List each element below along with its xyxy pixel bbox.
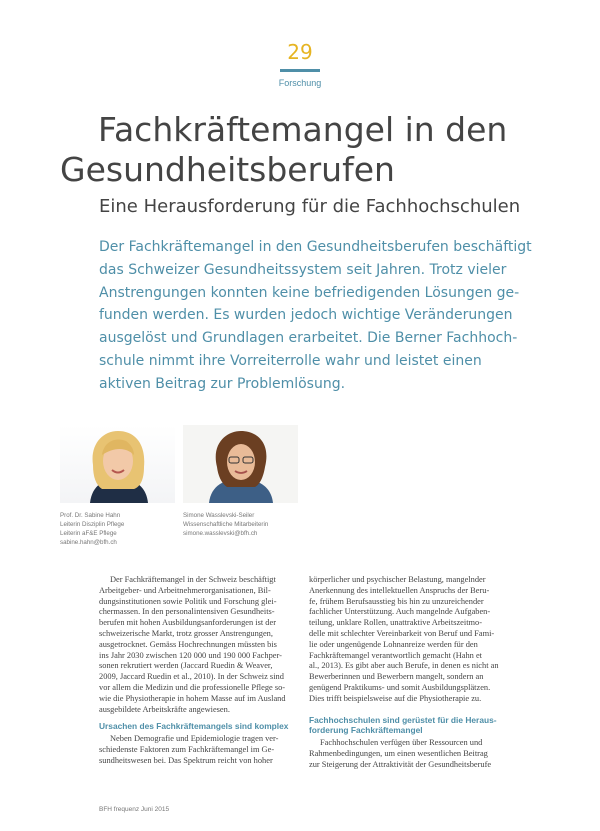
- body-line: genügend Praktikums- und somit Ausbildungsplätzen.: [309, 682, 491, 692]
- page-footer: BFH frequenz Juni 2015: [99, 806, 170, 813]
- lead-line: das Schweizer Gesundheitssystem seit Jahren. Trotz vieler: [99, 261, 507, 278]
- body-line: zur Steigerung der Attraktivität der Gesundheitsberufe: [309, 759, 492, 769]
- author-photo-wasslevski: [183, 425, 298, 503]
- body-line: schiedenste Faktoren zum Fachkräftemangel im Ge-: [99, 744, 275, 754]
- body-line: körperlicher und psychischer Belastung, mangelnder: [309, 575, 486, 584]
- author-caption-hahn: [60, 511, 124, 547]
- body-line: chermassen. In den personalintensiven Gesundheits-: [99, 607, 275, 617]
- section-heading-fachhochschulen: [309, 715, 508, 737]
- body-line: vor allem die Medizin und die professionelle Pflege so-: [99, 682, 286, 692]
- body-line: dungsinstitutionen sowie Politik und Forschung glei-: [99, 596, 277, 606]
- body-line: fe, frühem Berufsausstieg bis hin zu unzureichender: [309, 596, 484, 606]
- title-line-2: Gesundheitsberufen: [60, 150, 395, 189]
- body-column-2: [309, 575, 508, 771]
- body-line: Rahmenbedingungen, um einen wesentlichen Beitrag: [309, 748, 488, 758]
- lead-line: funden werden. Es wurden jedoch wichtige Veränderungen: [99, 307, 513, 324]
- body-line: Fachhochschulen verfügen über Ressourcen und: [320, 738, 483, 748]
- title-line-1: Fachkräftemangel in den: [98, 110, 508, 149]
- body-line: teilung, unklare Rollen, unattraktive Arbeitszeitmo-: [309, 618, 483, 628]
- body-line: ausgebildete Arbeitskräfte angewiesen.: [99, 704, 230, 714]
- body-line: delle mit schlechter Vereinbarkeit von Beruf und Fami-: [309, 628, 495, 638]
- lead-line: aktiven Beitrag zur Problemlösung.: [99, 375, 346, 392]
- body-line: Der Fachkräftemangel in der Schweiz beschäftigt: [110, 575, 276, 584]
- body-line: Dies trifft beispielsweise auf die Physiotherapie zu.: [309, 693, 482, 703]
- heading-line: Fachhochschulen sind gerüstet für die Heraus-: [309, 714, 497, 725]
- body-line: sundheitswesen bei. Das Spektrum reicht von hoher: [99, 755, 273, 765]
- body-line: fachlicher Unterstützung. Auch mangelnde Aufgaben-: [309, 607, 491, 617]
- heading-line: forderung Fachkräftemangel: [309, 725, 423, 736]
- body-line: Arbeitgeber- und Arbeitnehmerorganisationen, Bil-: [99, 585, 271, 595]
- article-subtitle: Eine Herausforderung für die Fachhochschulen: [99, 196, 521, 217]
- caption-line: Leiterin Disziplin Pflege: [60, 521, 125, 528]
- header-rule: [280, 69, 320, 72]
- body-line: 2009, Jaccard Ruedin et al., 2010). In der Schweiz sind: [99, 672, 284, 682]
- lead-line: ausgelöst und Grundlagen erarbeitet. Die Berner Fachhoch-: [99, 330, 518, 347]
- lead-line: Anstrengungen konnten keine befriedigenden Lösungen ge-: [99, 284, 520, 301]
- body-line: Bewerberinnen und Bewerbern mangelt, sondern an: [309, 672, 484, 682]
- body-column-1: [99, 575, 298, 767]
- body-line: sonen rekrutiert werden (Jaccard Ruedin & Weaver,: [99, 661, 273, 671]
- section-label: Forschung: [278, 78, 322, 88]
- body-line: Neben Demografie und Epidemiologie tragen ver-: [110, 734, 279, 744]
- body-line: Fachkräftemangel verantwortlich gemacht (Hahn et: [309, 650, 483, 660]
- body-line: ausgetrocknet. Gemäss Hochrechnungen müssten bis: [99, 639, 277, 649]
- article-title: [60, 110, 507, 190]
- body-line: wie die Physiotherapie in hohem Masse auf im Ausland: [99, 693, 286, 703]
- caption-email: simone.wasslevski@bfh.ch: [183, 530, 258, 537]
- body-line: al., 2013). Es gibt aber auch Berufe, in denen es nicht an: [309, 661, 499, 671]
- body-line: schweizerische Markt, trotz grosser Anstrengungen,: [99, 628, 273, 638]
- author-photo-hahn: [60, 425, 175, 503]
- body-line: lie oder ungenügende Lohnanreize werden für den: [309, 639, 478, 649]
- body-line: Anerkennung des intellektuellen Anspruchs der Beru-: [309, 585, 490, 595]
- lead-line: Der Fachkräftemangel in den Gesundheitsberufen beschäftigt: [99, 239, 532, 255]
- page-number: 29: [287, 40, 313, 64]
- caption-line: Leiterin aF&E Pflege: [60, 530, 117, 537]
- lead-line: schule nimmt ihre Vorreiterrolle wahr und leistet einen: [99, 352, 482, 369]
- author-caption-wasslevski: [183, 511, 268, 538]
- section-heading-ursachen: Ursachen des Fachkräftemangels sind komplex: [99, 721, 289, 732]
- caption-line: Wissenschaftliche Mitarbeiterin: [183, 521, 269, 528]
- body-line: berufen mit hohen Ausbildungsanforderungen ist der: [99, 618, 276, 628]
- lead-paragraph: [99, 236, 532, 396]
- caption-line: Prof. Dr. Sabine Hahn: [60, 512, 121, 519]
- caption-line: Simone Wasslevski-Seiler: [183, 512, 255, 519]
- caption-email: sabine.hahn@bfh.ch: [60, 539, 117, 546]
- body-line: ins Jahr 2030 zwischen 120 000 und 190 000 Fachper-: [99, 650, 282, 660]
